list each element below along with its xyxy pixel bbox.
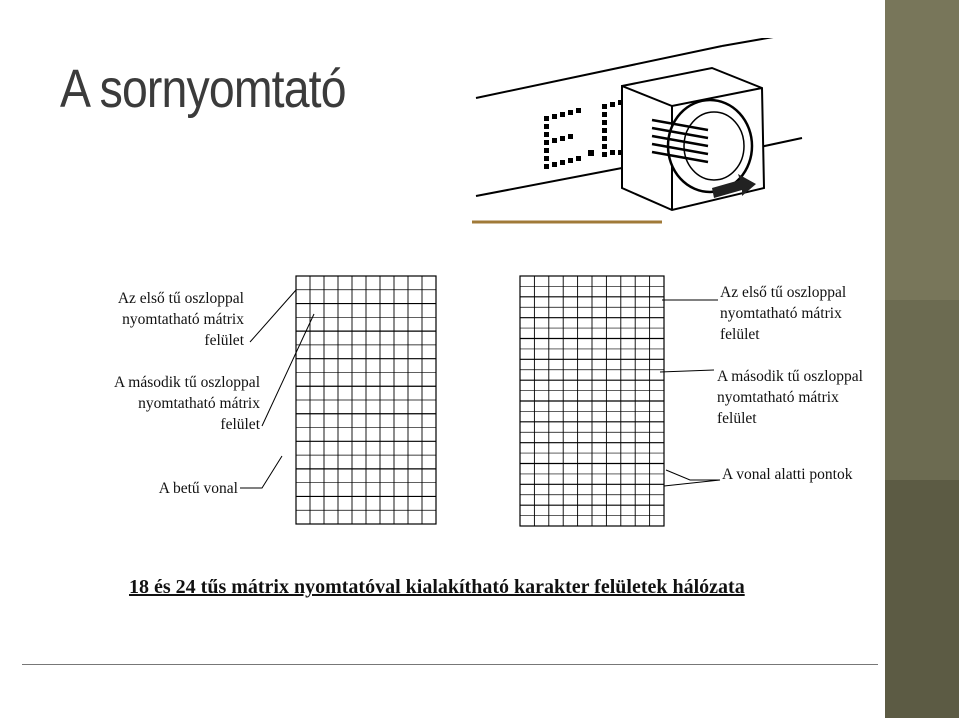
left-label-second-column: A második tű oszloppal nyomtatható mátrix felület <box>114 374 260 433</box>
page-title: A sornyomtató <box>60 59 346 119</box>
left-matrix-grid <box>296 276 436 524</box>
right-label-below-line: A vonal alatti pontok <box>722 466 853 483</box>
right-label-first-column: Az első tű oszloppal nyomtatható mátrix felület <box>720 284 847 343</box>
footer-rule <box>22 664 878 665</box>
right-label-second-column: A második tű oszloppal nyomtatható mátrix felület <box>717 368 863 427</box>
left-label-first-column: Az első tű oszloppal nyomtatható mátrix felület <box>117 290 244 349</box>
figure-caption: 18 és 24 tűs mátrix nyomtatóval kialakítható karakter felületek hálózata <box>129 576 745 598</box>
right-matrix-grid <box>520 276 664 526</box>
leader-lines <box>240 290 720 488</box>
left-label-baseline: A betű vonal <box>158 480 238 497</box>
